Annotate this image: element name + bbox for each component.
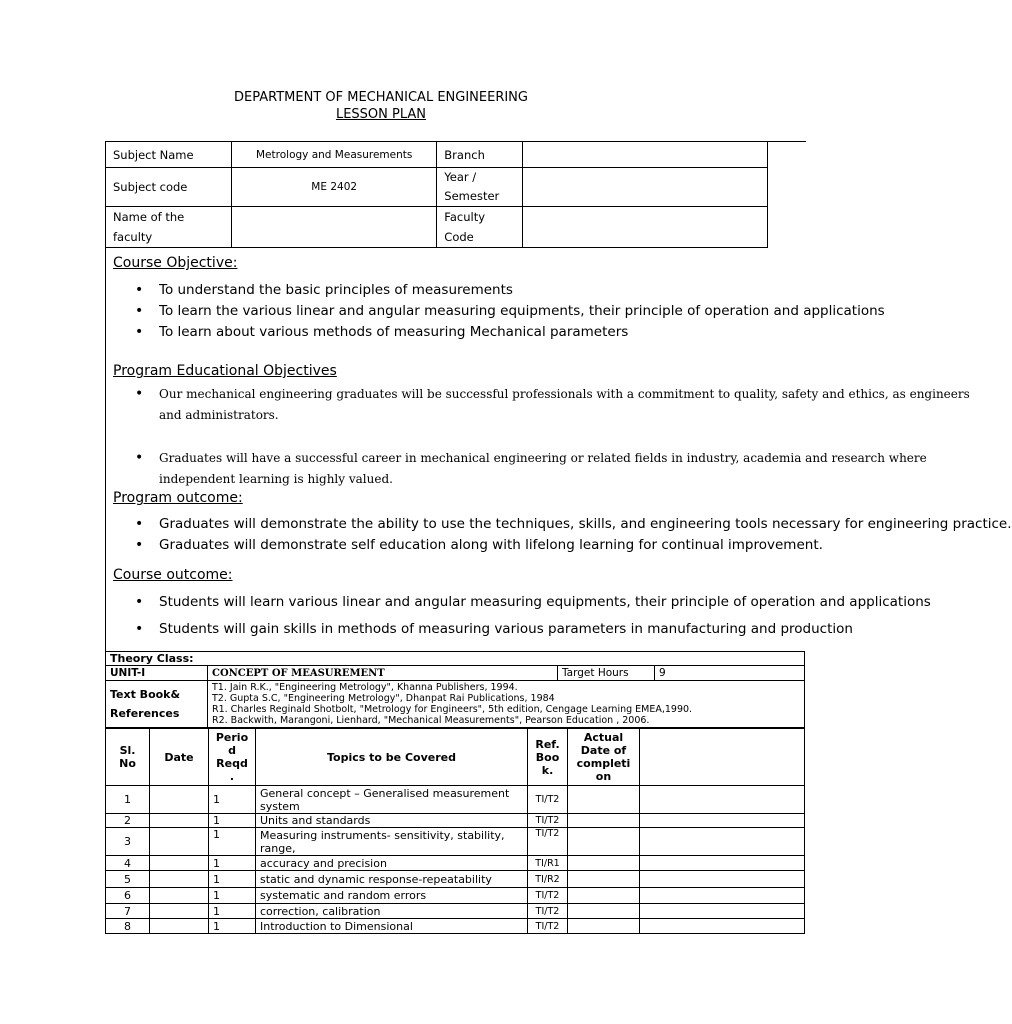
subject-name-label: Subject Name bbox=[106, 142, 232, 168]
row-ref: TI/T2 bbox=[528, 786, 568, 814]
row-date bbox=[150, 919, 209, 934]
row-period: 1 bbox=[209, 856, 256, 871]
row-topic: Units and standards bbox=[256, 814, 528, 828]
row-ref: TI/T2 bbox=[528, 904, 568, 919]
row-sl: 3 bbox=[106, 828, 150, 856]
row-ref: TI/T2 bbox=[528, 919, 568, 934]
row-topic: Introduction to Dimensional bbox=[256, 919, 528, 934]
program-outcome-heading: Program outcome: bbox=[113, 490, 243, 506]
table-row bbox=[106, 856, 805, 871]
lesson-plan-title: LESSON PLAN bbox=[335, 107, 427, 122]
faculty-name-label: Name of the faculty bbox=[106, 207, 232, 248]
peo-item1-cont: and administrators. bbox=[159, 408, 279, 422]
reference-item: R1. Charles Reginald Shotbolt, "Metrology for Engineers", 5th edition, Cengage Learning EMEA,1990. bbox=[212, 704, 693, 715]
row-topic: Measuring instruments- sensitivity, stability, range, bbox=[256, 828, 528, 856]
year-semester-value bbox=[522, 168, 767, 207]
row-date bbox=[150, 904, 209, 919]
table-row bbox=[106, 871, 805, 888]
header-topics: Topics to be Covered bbox=[256, 729, 528, 786]
row-date bbox=[150, 871, 209, 888]
textbook-label: Text Book& References bbox=[106, 681, 208, 728]
course-objective-heading: Course Objective: bbox=[113, 255, 238, 271]
faculty-name-value bbox=[232, 207, 437, 248]
peo-list bbox=[135, 384, 970, 404]
row-period: 1 bbox=[209, 888, 256, 904]
row-topic: General concept – Generalised measurement system bbox=[256, 786, 528, 814]
target-hours-label: Target Hours bbox=[558, 666, 655, 681]
table-row bbox=[106, 786, 805, 814]
list-item: • Graduates will demonstrate the ability to use the techniques, skills, and engineering tools necessary for engineering practice. bbox=[135, 514, 1012, 535]
list-item: • Graduates will demonstrate self education along with lifelong learning for continual improvement. bbox=[135, 535, 1012, 556]
row-sl: 6 bbox=[106, 888, 150, 904]
header-blank bbox=[640, 729, 805, 786]
unit-label: UNIT-I bbox=[106, 666, 208, 681]
program-outcome-list bbox=[135, 514, 1012, 556]
row-period: 1 bbox=[209, 814, 256, 828]
table-row bbox=[106, 919, 805, 934]
branch-value bbox=[522, 142, 767, 168]
theory-class-label: Theory Class: bbox=[106, 652, 805, 666]
references-list bbox=[208, 681, 805, 728]
unit-table bbox=[105, 651, 805, 728]
list-item: • To understand the basic principles of measurements bbox=[135, 280, 885, 301]
row-date bbox=[150, 814, 209, 828]
year-semester-label: Year / Semester bbox=[437, 168, 523, 207]
course-outcome-heading: Course outcome: bbox=[113, 567, 233, 583]
row-topic: static and dynamic response-repeatability bbox=[256, 871, 528, 888]
row-sl: 4 bbox=[106, 856, 150, 871]
table-header-row bbox=[106, 729, 805, 786]
header-sl-no: Sl. No bbox=[106, 729, 150, 786]
row-date bbox=[150, 856, 209, 871]
row-sl: 2 bbox=[106, 814, 150, 828]
row-topic: correction, calibration bbox=[256, 904, 528, 919]
list-item: • Our mechanical engineering graduates will be successful professionals with a commitment to quality, safety and ethics, as engineers bbox=[135, 384, 970, 404]
peo-heading: Program Educational Objectives bbox=[113, 363, 337, 379]
subject-code-value: ME 2402 bbox=[232, 168, 437, 207]
row-ref: TI/R1 bbox=[528, 856, 568, 871]
table-row bbox=[106, 904, 805, 919]
course-outcome-list bbox=[135, 592, 931, 640]
row-sl: 5 bbox=[106, 871, 150, 888]
target-hours-value: 9 bbox=[655, 666, 805, 681]
row-actual bbox=[568, 786, 640, 814]
table-row bbox=[106, 888, 805, 904]
list-item: • Students will learn various linear and angular measuring equipments, their principle of operation and applications bbox=[135, 592, 931, 613]
reference-item: R2. Backwith, Marangoni, Lienhard, "Mechanical Measurements", Pearson Education , 2006. bbox=[212, 715, 650, 726]
list-item: • Graduates will have a successful career in mechanical engineering or related fields in industry, academia and research where bbox=[135, 448, 927, 468]
row-sl: 1 bbox=[106, 786, 150, 814]
department-heading: DEPARTMENT OF MECHANICAL ENGINEERING bbox=[234, 90, 528, 105]
row-date bbox=[150, 828, 209, 856]
subject-name-value: Metrology and Measurements bbox=[232, 142, 437, 168]
row-sl: 7 bbox=[106, 904, 150, 919]
header-period: Perio d Reqd . bbox=[209, 729, 256, 786]
unit-title: CONCEPT OF MEASUREMENT bbox=[208, 666, 558, 681]
row-actual bbox=[568, 919, 640, 934]
reference-item: T1. Jain R.K., "Engineering Metrology", Khanna Publishers, 1994. bbox=[212, 682, 518, 693]
row-ref: TI/T2 bbox=[528, 828, 568, 856]
row-date bbox=[150, 888, 209, 904]
row-topic: accuracy and precision bbox=[256, 856, 528, 871]
row-ref: TI/R2 bbox=[528, 871, 568, 888]
table-row bbox=[106, 814, 805, 828]
subject-info-table bbox=[105, 141, 768, 248]
lesson-plan-table bbox=[105, 728, 805, 934]
reference-item: T2. Gupta S.C, "Engineering Metrology", Dhanpat Rai Publications, 1984 bbox=[212, 693, 555, 704]
subject-code-label: Subject code bbox=[106, 168, 232, 207]
peo-list-2 bbox=[135, 448, 927, 468]
list-item: • Students will gain skills in methods of measuring various parameters in manufacturing and production bbox=[135, 619, 931, 640]
row-ref: TI/T2 bbox=[528, 814, 568, 828]
header-ref-book: Ref. Boo k. bbox=[528, 729, 568, 786]
row-sl: 8 bbox=[106, 919, 150, 934]
branch-label: Branch bbox=[437, 142, 523, 168]
faculty-code-value bbox=[522, 207, 767, 248]
row-actual bbox=[568, 871, 640, 888]
list-item: • To learn about various methods of measuring Mechanical parameters bbox=[135, 322, 885, 343]
faculty-code-label: Faculty Code bbox=[437, 207, 523, 248]
row-actual bbox=[568, 856, 640, 871]
list-item: • To learn the various linear and angular measuring equipments, their principle of operation and applications bbox=[135, 301, 885, 322]
course-objective-list bbox=[135, 280, 885, 343]
table-row bbox=[106, 828, 805, 856]
row-actual bbox=[568, 814, 640, 828]
row-period: 1 bbox=[209, 919, 256, 934]
row-actual bbox=[568, 904, 640, 919]
row-actual bbox=[568, 888, 640, 904]
row-actual bbox=[568, 828, 640, 856]
row-topic: systematic and random errors bbox=[256, 888, 528, 904]
peo-item2-cont: independent learning is highly valued. bbox=[159, 472, 393, 486]
row-period: 1 bbox=[209, 904, 256, 919]
row-period: 1 bbox=[209, 828, 256, 856]
row-period: 1 bbox=[209, 786, 256, 814]
row-date bbox=[150, 786, 209, 814]
row-period: 1 bbox=[209, 871, 256, 888]
header-actual-date: Actual Date of completi on bbox=[568, 729, 640, 786]
header-date: Date bbox=[150, 729, 209, 786]
row-ref: TI/T2 bbox=[528, 888, 568, 904]
